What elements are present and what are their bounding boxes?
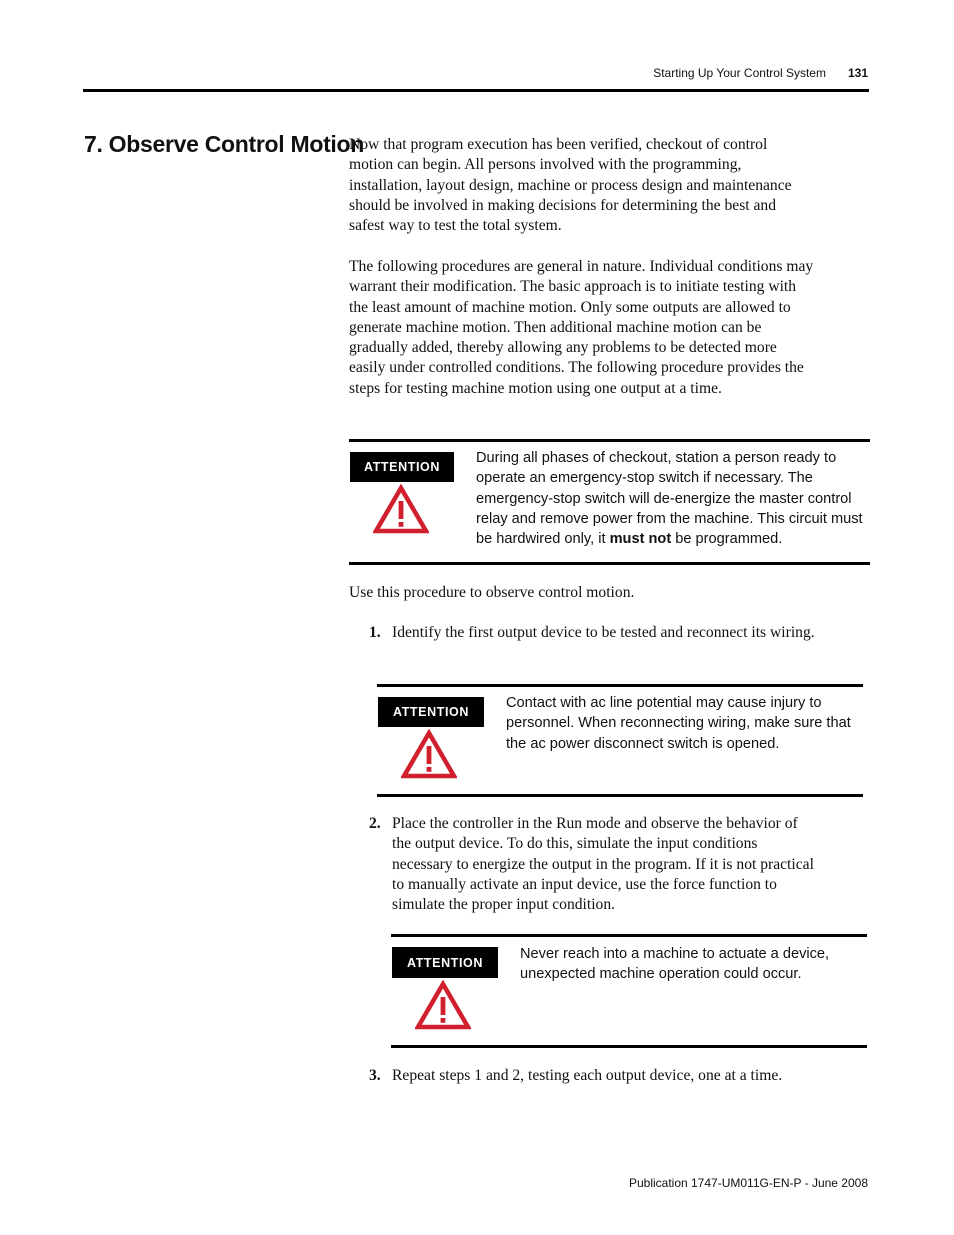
attention-text-part: During all phases of checkout, station a person ready to operate an emergency-stop switch if necessary. The emergency-stop switch will de-energize the master control relay and remove power from the machine. This circuit must be hardwired only, it: [476, 450, 863, 548]
attention-text-estop: [476, 448, 870, 549]
step-number: 2.: [369, 815, 381, 832]
attention-text-reach: Never reach into a machine to actuate a device, unexpected machine operation could occur.: [520, 946, 830, 983]
warning-triangle-icon: [373, 484, 429, 534]
step-item: [369, 814, 815, 915]
procedure-intro: Use this procedure to observe control motion.: [349, 584, 635, 601]
step-text: Identify the first output device to be tested and reconnect its wiring.: [392, 624, 815, 641]
attention-text-emphasis: must not: [609, 531, 672, 548]
intro-paragraph-1: Now that program execution has been verified, checkout of control motion can begin. All persons involved with the programming, installation, layout design, machine or process design and maintenance should be involved in making decisions for determining the best and safest way to test the total system.: [349, 136, 792, 235]
warning-triangle-icon: [415, 980, 471, 1030]
attention-text-part: be programmed.: [671, 531, 783, 548]
step-number: 1.: [369, 624, 381, 641]
step-item: [369, 1066, 829, 1086]
attention-label: ATTENTION: [378, 697, 484, 727]
header-rule: [83, 89, 869, 92]
step-number: 3.: [369, 1067, 381, 1084]
publication-footer: Publication 1747-UM011G-EN-P - June 2008: [628, 1176, 868, 1190]
section-title: 7. Observe Control Motion: [84, 131, 365, 157]
step-text: Repeat steps 1 and 2, testing each output device, one at a time.: [392, 1067, 783, 1084]
intro-paragraph-2: The following procedures are general in nature. Individual conditions may warrant their modification. The basic approach is to initiate testing with the least amount of machine motion. Only some outputs are allowed to generate machine motion. Then additional machine motion can be gradually added, thereby allowing any problems to be detected more easily under controlled conditions. The following procedure provides the steps for testing machine motion using one output at a time.: [349, 258, 814, 397]
step-item: [369, 623, 815, 643]
warning-triangle-icon: [401, 729, 457, 779]
step-text: Place the controller in the Run mode and observe the behavior of the output device. To do this, simulate the input conditions necessary to energize the output in the program. If it is not practical to manually activate an input device, use the force function to simulate the proper input condition.: [392, 815, 814, 914]
attention-text-ac-line: Contact with ac line potential may cause injury to personnel. When reconnecting wiring, make sure that the ac power disconnect switch is opened.: [506, 695, 851, 752]
chapter-title: Starting Up Your Control System: [653, 66, 826, 80]
attention-label: ATTENTION: [350, 452, 454, 482]
page-number: 131: [847, 66, 868, 80]
running-header: [653, 66, 868, 80]
attention-label: ATTENTION: [392, 947, 498, 978]
